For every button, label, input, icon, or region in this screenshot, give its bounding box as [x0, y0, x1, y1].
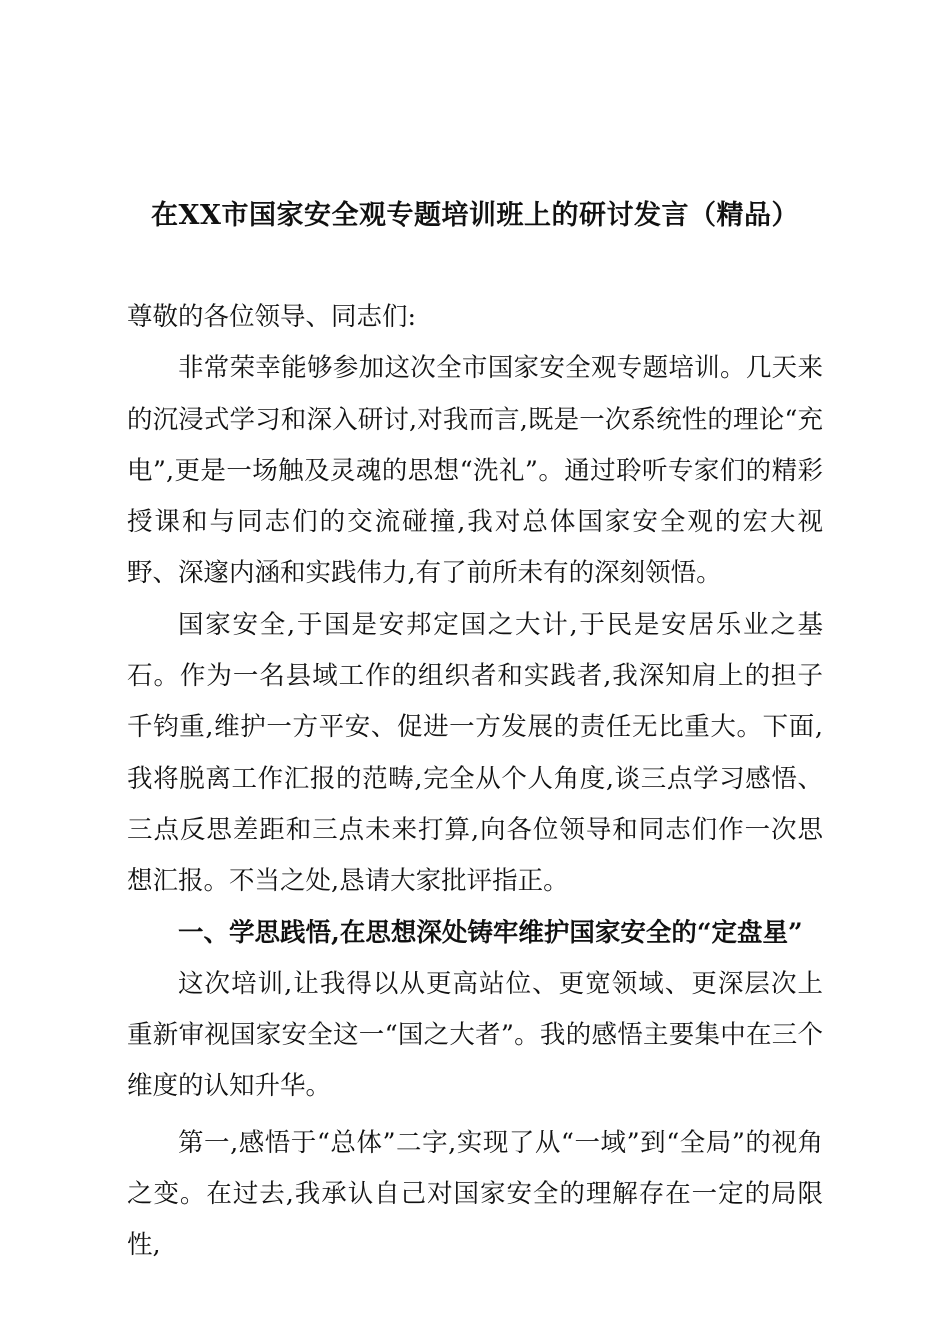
salutation: 尊敬的各位领导、同志们:	[127, 302, 417, 332]
paragraph-training: 这次培训,让我得以从更高站位、更宽领域、更深层次上重新审视国家安全这一“国之大者”。我的感悟主要集中在三个维度的认知升华。	[127, 968, 823, 1102]
paragraph-first-insight: 第一,感悟于“总体”二字,实现了从“一域”到“全局”的视角之变。在过去,我承认自己对国家安全的理解存在一定的局限性,	[127, 1127, 823, 1261]
document-body	[127, 292, 823, 1272]
paragraph-national-security: 国家安全,于国是安邦定国之大计,于民是安居乐业之基石。作为一名县域工作的组织者和实践者,我深知肩上的担子千钧重,维护一方平安、促进一方发展的责任无比重大。下面,我将脱离工作汇报的范畴,完全从个人角度,谈三点学习感悟、三点反思差距和三点未来打算,向各位领导和同志们作一次思想汇报。不当之处,恳请大家批评指正。	[127, 609, 823, 897]
section-heading-1: 一、学思践悟,在思想深处铸牢维护国家安全的“定盘星”	[178, 917, 803, 948]
document-title: 在XX市国家安全观专题培训班上的研讨发言（精品）	[151, 200, 799, 231]
paragraph-intro: 非常荣幸能够参加这次全市国家安全观专题培训。几天来的沉浸式学习和深入研讨,对我而言,既是一次系统性的理论“充电”,更是一场触及灵魂的思想“洗礼”。通过聆听专家们的精彩授课和与同志们的交流碰撞,我对总体国家安全观的宏大视野、深邃内涵和实践伟力,有了前所未有的深刻领悟。	[127, 353, 823, 589]
